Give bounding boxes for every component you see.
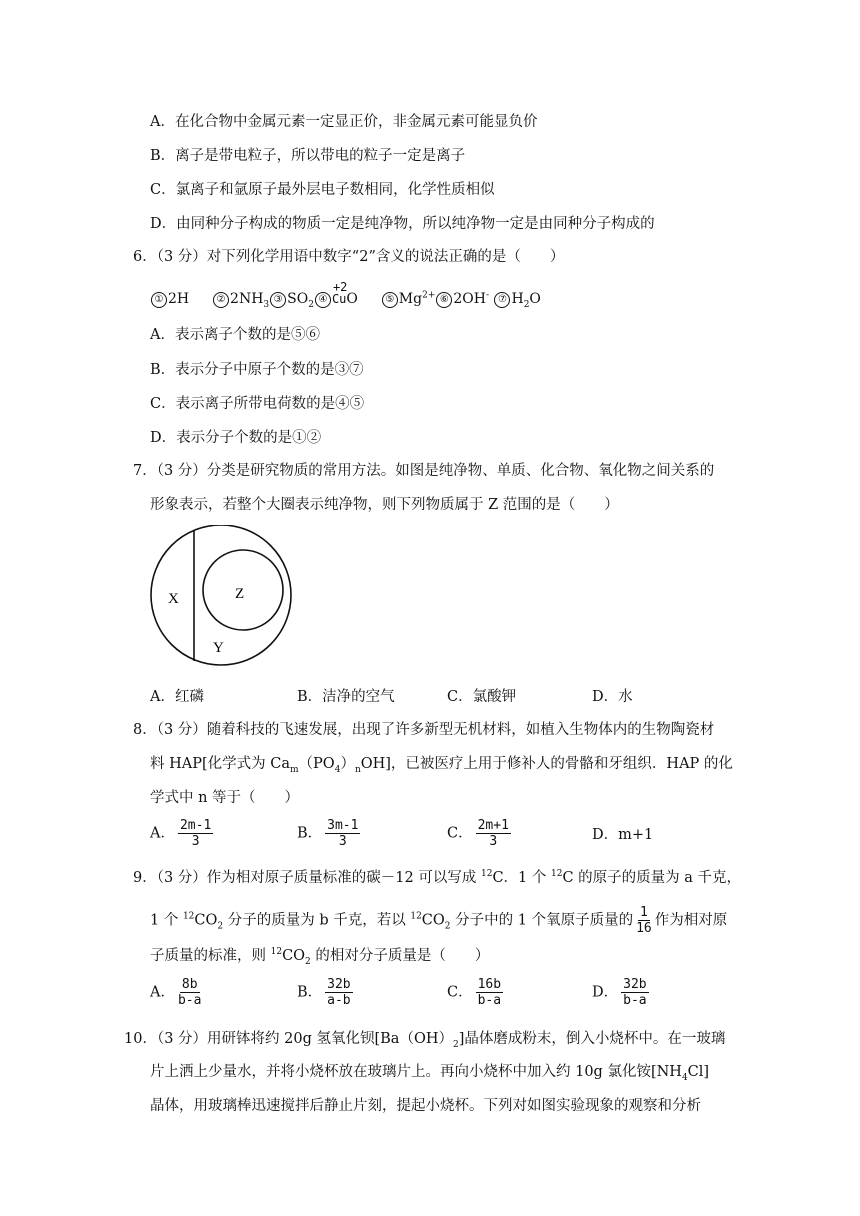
circled-7: ⑦ (494, 292, 510, 308)
q6-option-c: C．表示离子所带电荷数的是④⑤ (150, 396, 365, 412)
q8-stem-line3: 学式中 n 等于（ ） (150, 790, 300, 806)
q6-option-a: A．表示离子个数的是⑤⑥ (150, 327, 320, 343)
cu-valence: +2 Cu (331, 280, 348, 306)
q6-stem: 6．（3 分）对下列化学用语中数字“2”含义的说法正确的是（ ） (133, 249, 565, 265)
q7-stem-line2: 形象表示，若整个大圈表示纯净物，则下列物质属于 Z 范围的是（ ） (150, 497, 619, 513)
q5-option-b: B．离子是带电粒子，所以带电的粒子一定是离子 (150, 148, 466, 164)
fraction: $\frac{16b}{b-a}$ (477, 977, 502, 1008)
q8-option-a: A． $\frac{2m-1}{3}$ (150, 818, 212, 849)
q7-stem-line1: 7．（3 分）分类是研究物质的常用方法。如图是纯净物、单质、化合物、氧化物之间关系的 (133, 463, 715, 479)
fraction: $\frac{2m+1}{3}$ (477, 818, 509, 849)
q9-option-a: A． $\frac{8b}{b-a}$ (150, 977, 202, 1008)
q7-option-c: C．氯酸钾 (447, 689, 517, 705)
circled-1: ① (151, 292, 167, 308)
q10-stem-line2: 片上洒上少量水，并将小烧杯放在玻璃片上。再向小烧杯中加入约 10g 氯化铵$[NH_4Cl]$ (150, 1064, 710, 1083)
q5-option-c: C．氯离子和氩原子最外层电子数相同，化学性质相似 (150, 182, 495, 198)
q7-option-d: D．水 (592, 689, 633, 705)
q9-stem-line1: 9．（3 分）作为相对原子质量标准的碳－12 可以写成 $^{12}$C．1 个 $^{12}$C 的原子的质量为 a 千克， (133, 869, 742, 886)
q9-stem-line2: 1 个 $^{12}CO_2$ 分子的质量为 b 千克，若以 $^{12}CO_2$ 分子中的 1 个氧原子质量的 $\frac{1}{16}$ 作为相对原 (150, 905, 728, 936)
circled-3: ③ (270, 292, 286, 308)
circled-2: ② (213, 292, 229, 308)
q9-stem-line3: 子质量的标准，则 $^{12}CO_2$ 的相对分子质量是（ ） (150, 947, 490, 967)
q8-stem-line1: 8．（3 分）随着科技的飞速发展，出现了许多新型无机材料，如植入生物体内的生物陶瓷材 (133, 722, 715, 738)
fraction: $\frac{2m-1}{3}$ (179, 818, 212, 849)
fraction: $\frac{32b}{b-a}$ (623, 977, 647, 1008)
q10-stem-line1: 10．（3 分）用研钵将约 20g 氢氧化钡$[Ba(OH)_2]$晶体磨成粉末，倒入小烧杯中。在一玻璃 (124, 1031, 726, 1050)
q7-option-a: A．红磷 (150, 689, 204, 705)
q8-option-b: B． $\frac{3m-1}{3}$ (297, 818, 359, 849)
q6-option-d: D．表示分子个数的是①② (150, 430, 322, 446)
q6-option-b: B．表示分子中原子个数的是③⑦ (150, 362, 364, 378)
q10-stem-line3: 晶体，用玻璃棒迅速搅拌后静止片刻，提起小烧杯。下列对如图实验现象的观察和分析 (150, 1098, 701, 1114)
q5-option-a: A．在化合物中金属元素一定显正价，非金属元素可能显负价 (150, 114, 538, 130)
q5-option-d: D．由同种分子构成的物质一定是纯净物，所以纯净物一定是由同种分子构成的 (150, 216, 655, 232)
circled-4: ④ (315, 292, 331, 308)
q9-option-c: C． $\frac{16b}{b-a}$ (447, 977, 502, 1008)
q9-option-d: D． $\frac{32b}{b-a}$ (592, 977, 647, 1008)
circled-6: ⑥ (436, 292, 452, 308)
label-z: Z (235, 586, 245, 602)
q9-option-b: B． $\frac{32b}{a-b}$ (297, 977, 351, 1008)
q7-option-b: B．洁净的空气 (297, 689, 395, 705)
label-y: Y (213, 640, 224, 656)
fraction: $\frac{3m-1}{3}$ (327, 818, 359, 849)
q8-stem-line2: 料 HAP[化学式为 $Ca_m(PO_4)_nOH$]，已被医疗上用于修补人的骨骼和牙组织．HAP 的化 (150, 756, 733, 775)
circled-5: ⑤ (382, 292, 398, 308)
label-x: X (168, 591, 179, 607)
venn-diagram (148, 525, 298, 669)
q6-symbol-list: ① 2H ② $2NH_3$ ③ $SO_2$ ④ +2 CuO ⑤ $Mg^{2+}$ ⑥ 2OH- ⑦ $H_2O$ (150, 289, 541, 309)
fraction: $\frac{8b}{b-a}$ (177, 977, 202, 1008)
q8-option-c: C． $\frac{2m+1}{3}$ (447, 818, 509, 849)
q8-option-d: D．m+1 (592, 827, 654, 843)
fraction-one-sixteenth: $\frac{1}{16}$ (636, 905, 652, 936)
fraction: $\frac{32b}{a-b}$ (327, 977, 351, 1008)
